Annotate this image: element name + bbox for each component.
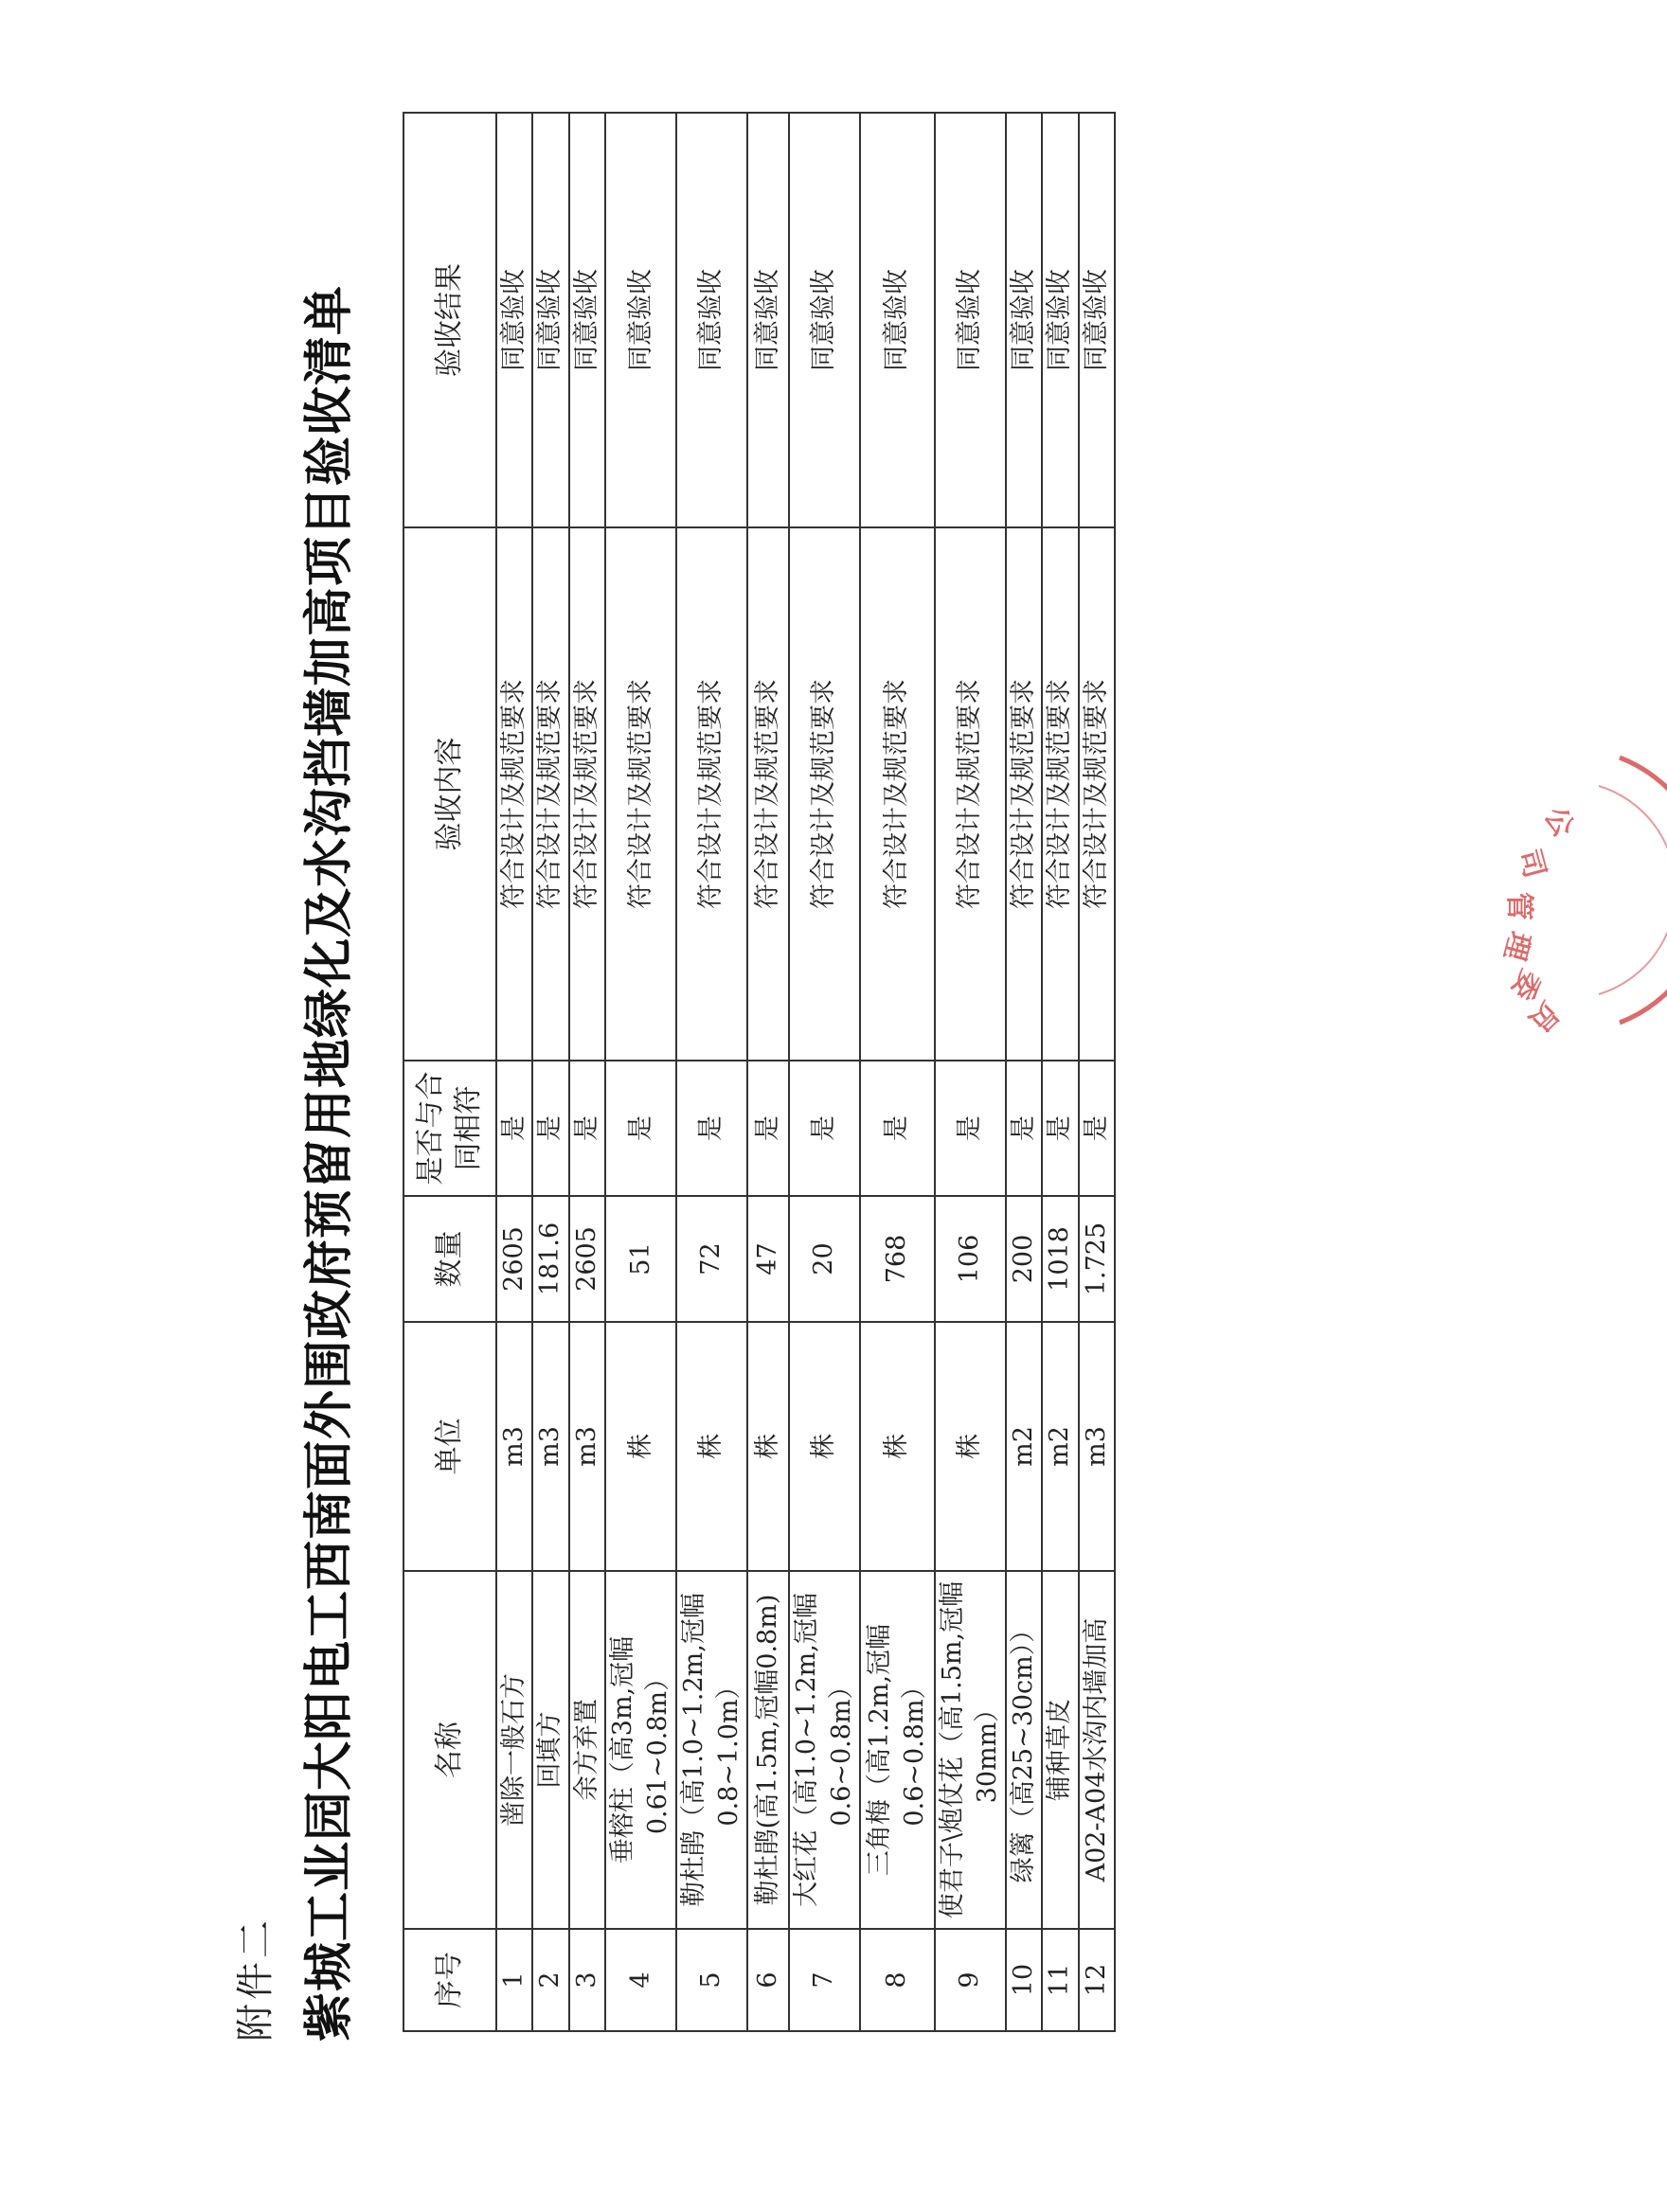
- svg-text:司: 司: [1512, 846, 1551, 883]
- cell-unit: 株: [605, 1322, 676, 1571]
- cell-content: 符合设计及规范要求: [1042, 527, 1078, 1061]
- cell-unit: 株: [747, 1322, 789, 1571]
- cell-name: 凿除一般石方: [496, 1571, 532, 1929]
- cell-content: 符合设计及规范要求: [789, 527, 860, 1061]
- cell-unit: m3: [496, 1322, 532, 1571]
- header-unit: 单位: [403, 1322, 496, 1571]
- cell-content: 符合设计及规范要求: [605, 527, 676, 1061]
- cell-contract-match: 是: [1042, 1061, 1078, 1196]
- attachment-label: 附件二: [234, 1917, 278, 2042]
- table-row: [569, 113, 605, 2031]
- cell-quantity: 181.6: [532, 1196, 568, 1322]
- table-row: [860, 113, 935, 2031]
- cell-result: 同意验收: [935, 113, 1006, 527]
- cell-result: 同意验收: [496, 113, 532, 527]
- cell-quantity: 51: [605, 1196, 676, 1322]
- table-row: [789, 113, 860, 2031]
- header-result: 验收结果: [403, 113, 496, 527]
- cell-quantity: 2605: [496, 1196, 532, 1322]
- cell-quantity: 20: [789, 1196, 860, 1322]
- cell-contract-match: 是: [605, 1061, 676, 1196]
- cell-seq: 5: [676, 1929, 747, 2031]
- cell-name: 绿篱（高25~30cm））: [1006, 1571, 1042, 1929]
- cell-unit: m2: [1006, 1322, 1042, 1571]
- cell-name: 使君子\炮仗花（高1.5m,冠幅30mm）: [935, 1571, 1006, 1929]
- cell-result: 同意验收: [789, 113, 860, 527]
- cell-result: 同意验收: [1006, 113, 1042, 527]
- cell-content: 符合设计及规范要求: [1006, 527, 1042, 1061]
- cell-quantity: 106: [935, 1196, 1006, 1322]
- cell-contract-match: 是: [569, 1061, 605, 1196]
- cell-result: 同意验收: [747, 113, 789, 527]
- cell-quantity: 72: [676, 1196, 747, 1322]
- svg-text:委: 委: [1504, 964, 1548, 1006]
- cell-content: 符合设计及规范要求: [676, 527, 747, 1061]
- cell-unit: m3: [1079, 1322, 1115, 1571]
- cell-seq: 1: [496, 1929, 532, 2031]
- cell-name: 垂榕柱（高3m,冠幅0.61~0.8m）: [605, 1571, 676, 1929]
- cell-content: 符合设计及规范要求: [532, 527, 568, 1061]
- cell-unit: 株: [935, 1322, 1006, 1571]
- cell-quantity: 2605: [569, 1196, 605, 1322]
- cell-name: 勒杜鹃(高1.5m,冠幅0.8m): [747, 1571, 789, 1929]
- cell-seq: 4: [605, 1929, 676, 2031]
- cell-seq: 7: [789, 1929, 860, 2031]
- cell-quantity: 1.725: [1079, 1196, 1115, 1322]
- svg-text:员: 员: [1522, 994, 1567, 1039]
- cell-seq: 12: [1079, 1929, 1115, 2031]
- cell-seq: 10: [1006, 1929, 1042, 2031]
- acceptance-table: [403, 112, 1116, 2032]
- cell-quantity: 1018: [1042, 1196, 1078, 1322]
- cell-quantity: 47: [747, 1196, 789, 1322]
- cell-unit: m3: [569, 1322, 605, 1571]
- cell-contract-match: 是: [747, 1061, 789, 1196]
- document-title: 紫城工业园大阳电工西南面外围政府预留用地绿化及水沟挡墙加高项目验收清单: [300, 284, 358, 2042]
- cell-contract-match: 是: [935, 1061, 1006, 1196]
- table-row: [532, 113, 568, 2031]
- svg-text:公: 公: [1537, 801, 1581, 843]
- header-contract-match: 是否与合同相符: [403, 1061, 496, 1196]
- cell-unit: 株: [860, 1322, 935, 1571]
- cell-seq: 2: [532, 1929, 568, 2031]
- cell-quantity: 200: [1006, 1196, 1042, 1322]
- cell-content: 符合设计及规范要求: [496, 527, 532, 1061]
- cell-result: 同意验收: [1079, 113, 1115, 527]
- cell-name: 勒杜鹃（高1.0~1.2m,冠幅0.8~1.0m）: [676, 1571, 747, 1929]
- cell-result: 同意验收: [676, 113, 747, 527]
- company-seal: [1478, 748, 1667, 1039]
- header-name: 名称: [403, 1571, 496, 1929]
- table-row: [935, 113, 1006, 2031]
- cell-result: 同意验收: [1042, 113, 1078, 527]
- cell-unit: 株: [789, 1322, 860, 1571]
- cell-unit: m3: [532, 1322, 568, 1571]
- cell-content: 符合设计及规范要求: [935, 527, 1006, 1061]
- cell-contract-match: 是: [860, 1061, 935, 1196]
- cell-content: 符合设计及规范要求: [747, 527, 789, 1061]
- cell-contract-match: 是: [496, 1061, 532, 1196]
- cell-seq: 8: [860, 1929, 935, 2031]
- cell-seq: 6: [747, 1929, 789, 2031]
- table-row: [605, 113, 676, 2031]
- cell-name: 余方弃置: [569, 1571, 605, 1929]
- svg-text:理: 理: [1497, 927, 1537, 964]
- cell-contract-match: 是: [1006, 1061, 1042, 1196]
- table-body: [496, 113, 1115, 2031]
- table-row: [1006, 113, 1042, 2031]
- cell-content: 符合设计及规范要求: [569, 527, 605, 1061]
- header-content: 验收内容: [403, 527, 496, 1061]
- table-row: [676, 113, 747, 2031]
- cell-result: 同意验收: [569, 113, 605, 527]
- cell-name: A02-A04水沟内墙加高: [1079, 1571, 1115, 1929]
- header-quantity: 数量: [403, 1196, 496, 1322]
- cell-name: 铺种草皮: [1042, 1571, 1078, 1929]
- cell-unit: 株: [676, 1322, 747, 1571]
- cell-content: 符合设计及规范要求: [860, 527, 935, 1061]
- table-row: [1079, 113, 1115, 2031]
- cell-result: 同意验收: [860, 113, 935, 527]
- cell-contract-match: 是: [676, 1061, 747, 1196]
- cell-seq: 9: [935, 1929, 1006, 2031]
- cell-name: 三角梅（高1.2m,冠幅0.6~0.8m）: [860, 1571, 935, 1929]
- cell-contract-match: 是: [1079, 1061, 1115, 1196]
- cell-unit: m2: [1042, 1322, 1078, 1571]
- cell-content: 符合设计及规范要求: [1079, 527, 1115, 1061]
- cell-name: 回填方: [532, 1571, 568, 1929]
- cell-contract-match: 是: [789, 1061, 860, 1196]
- svg-text:管: 管: [1502, 892, 1535, 920]
- cell-seq: 11: [1042, 1929, 1078, 2031]
- cell-contract-match: 是: [532, 1061, 568, 1196]
- cell-result: 同意验收: [605, 113, 676, 527]
- header-seq: 序号: [403, 1929, 496, 2031]
- cell-quantity: 768: [860, 1196, 935, 1322]
- cell-name: 大红花（高1.0~1.2m,冠幅0.6~0.8m）: [789, 1571, 860, 1929]
- table-row: [747, 113, 789, 2031]
- table-row: [1042, 113, 1078, 2031]
- cell-result: 同意验收: [532, 113, 568, 527]
- table-row: [496, 113, 532, 2031]
- table-header-row: [403, 113, 496, 2031]
- cell-seq: 3: [569, 1929, 605, 2031]
